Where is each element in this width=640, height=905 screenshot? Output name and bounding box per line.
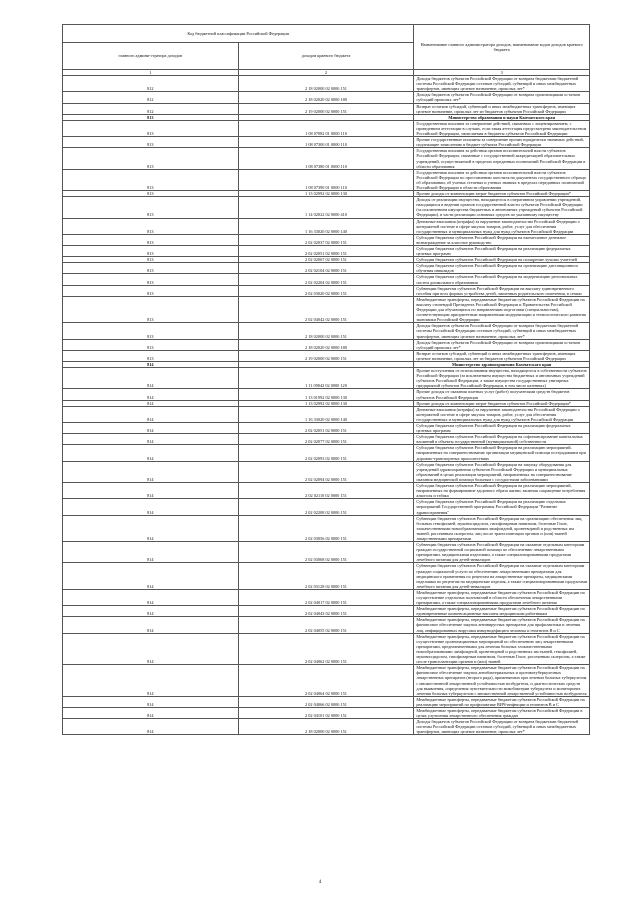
admin-code-cell: 814 [63, 542, 239, 563]
description-cell: Доходы бюджетов субъектов Российской Федерации от возврата бюджетами бюджетной системы Российской Федерации остатков субсидий, субвенций и иных межбюджетных трансфертов, имеющих целевое назначение, прошлых лет* [414, 323, 590, 339]
revenue-code-cell: 2 02 02094 02 0000 151 [238, 461, 414, 482]
admin-code-cell: 813 [63, 263, 239, 274]
description-cell: Министерство здравоохранения Камчатского края [414, 361, 590, 367]
column-number-3: 3 [414, 70, 590, 76]
admin-code-cell: 813 [63, 339, 239, 350]
description-cell: Прочие доходы от компенсации затрат бюджетов субъектов Российской Федерации* [414, 191, 590, 197]
revenue-code-cell: 1 14 02022 02 0000 410 [238, 197, 414, 218]
revenue-code-cell: 2 02 02110 02 0000 151 [238, 483, 414, 499]
table-row [63, 323, 590, 339]
table-row [63, 606, 590, 617]
budget-classification-table [62, 24, 590, 735]
table-row [63, 665, 590, 697]
revenue-code-cell: 2 02 04101 02 0000 151 [238, 707, 414, 718]
table-row [63, 542, 590, 563]
table-row [63, 633, 590, 665]
table-row [63, 719, 590, 735]
admin-code-cell: 814 [63, 606, 239, 617]
table-row [63, 368, 590, 389]
admin-code-cell: 814 [63, 633, 239, 665]
admin-code-cell: 813 [63, 148, 239, 169]
admin-code-cell: 813 [63, 191, 239, 197]
table-row [63, 350, 590, 361]
description-cell: Межбюджетные трансферты, передаваемые бюджетам субъектов Российской Федерации в целях улучшения лекарственного обеспечения граждан [414, 707, 590, 718]
table-row [63, 137, 590, 148]
admin-code-cell: 813 [63, 296, 239, 322]
description-cell: Возврат остатков субсидий, субвенций и иных межбюджетных трансфертов, имеющих целевое назначение, прошлых лет из бюджетов субъектов Российской Федерации [414, 350, 590, 361]
description-cell: Межбюджетные трансферты, передаваемые бюджетам субъектов Российской Федерации на осуществление отдельных полномочий в области обеспечения лекарственными препаратами, а также специализированными продуктами лечебного питания [414, 589, 590, 605]
revenue-code-cell: 2 02 04017 02 0000 151 [238, 589, 414, 605]
admin-code-cell: 814 [63, 499, 239, 515]
page-number: 4 [318, 880, 322, 885]
admin-code-cell: 814 [63, 423, 239, 434]
admin-code-cell: 814 [63, 461, 239, 482]
admin-code-cell: 813 [63, 169, 239, 190]
revenue-code-cell: 2 02 04055 02 0000 151 [238, 617, 414, 633]
revenue-code-cell: 1 08 07300 01 0000 110 [238, 137, 414, 148]
admin-code-cell: 814 [63, 406, 239, 422]
description-cell: Субсидии бюджетам субъектов Российской Федерации на поощрение лучших учителей [414, 257, 590, 263]
description-cell: Межбюджетные трансферты, передаваемые бюджетам субъектов Российской Федерации на единовременные компенсационные выплаты медицинским работникам [414, 606, 590, 617]
table-row [63, 483, 590, 499]
revenue-code-cell: 1 08 07380 01 0000 110 [238, 148, 414, 169]
table-row [63, 515, 590, 541]
header-admin-code: главного админи-стратора доходов [63, 43, 239, 70]
admin-code-cell: 813 [63, 257, 239, 263]
revenue-code-cell: 2 18 02020 02 0000 180 [238, 339, 414, 350]
table-row [63, 246, 590, 257]
description-cell: Государственная пошлина за действия органов исполнительной власти субъектов Российской Федерации по проставлению апостиля на документах государственного образца об образовании, об ученых степенях и ученых званиях в пределах переданных полномочий Российской Федерации в области образования [414, 169, 590, 190]
table-row [63, 617, 590, 633]
table-row [63, 461, 590, 482]
admin-code-cell: 813 [63, 218, 239, 234]
revenue-code-cell: 2 02 02067 02 0000 151 [238, 257, 414, 263]
description-cell: Прочие поступления от использования имущества, находящегося в собственности субъектов Российской Федерации (за исключением имущества бюджетных и автономных учреждений субъектов Российской Федерации, а также имущества государственных унитарных предприятий субъектов Российской Федерации, в том числе казенных) [414, 368, 590, 389]
admin-code-cell: 814 [63, 665, 239, 697]
revenue-code-cell: 1 08 07390 01 0000 110 [238, 169, 414, 190]
description-cell: Прочие государственные пошлины за совершение прочих юридически значимых действий, подлежащие зачислению в бюджет субъекта Российской Федерации [414, 137, 590, 148]
description-cell: Субсидии бюджетам субъектов Российской Федерации на ежемесячное денежное вознаграждение за классное руководство [414, 234, 590, 245]
column-number-2: 2 [238, 70, 414, 76]
admin-code-cell: 814 [63, 617, 239, 633]
revenue-code-cell: 2 02 02104 02 0000 151 [238, 263, 414, 274]
description-cell: Субсидии бюджетам субъектов Российской Федерации на софинансирование капитальных вложений в объекты государственной (муниципальной) собственности [414, 434, 590, 445]
description-cell: Субвенции бюджетам субъектов Российской Федерации на выплату единовременного пособия при всех формах устройства детей, лишенных родительского попечения, в семью [414, 285, 590, 296]
description-cell: Субвенции бюджетам субъектов Российской Федерации на организацию обеспечения лиц, больных гемофилией, муковисцидозом, гипофизарным нанизмом, болезнью Гоше, злокачественными новообразованиями лимфоидной, кроветворной и родственных им тканей, рассеянным склерозом, лиц после трансплантации органов и (или) тканей лекарственными препаратами [414, 515, 590, 541]
description-cell: Межбюджетные трансферты, передаваемые бюджетам субъектов Российской Федерации на осуществление организационных мероприятий по обеспечению лиц лекарственными препаратами, предназначенными для лечения больных злокачественными новообразованиями лимфоидной, кроветворной и родственных им тканей, гемофилией, муковисцидозом, гипофизарным нанизмом, болезнью Гоше, рассеянным склерозом, а также после трансплантации органов и (или) тканей [414, 633, 590, 665]
table-row [63, 92, 590, 103]
table-row [63, 389, 590, 400]
table-row [63, 696, 590, 707]
description-cell: Доходы бюджетов субъектов Российской Федерации от возврата организациями остатков субсидий прошлых лет* [414, 339, 590, 350]
revenue-code-cell: 1 13 01992 02 0000 130 [238, 389, 414, 400]
revenue-code-cell: 2 18 02000 02 0000 151 [238, 323, 414, 339]
admin-code-cell: 813 [63, 137, 239, 148]
revenue-code-cell: 2 18 02020 02 0000 180 [238, 92, 414, 103]
admin-code-cell: 814 [63, 445, 239, 461]
admin-code-cell: 813 [63, 114, 239, 120]
table-row [63, 589, 590, 605]
description-cell: Субсидии бюджетам субъектов Российской Федерации на реализацию федеральных целевых программ [414, 423, 590, 434]
table-row [63, 103, 590, 114]
description-cell: Межбюджетные трансферты, передаваемые бюджетам субъектов Российской Федерации на выплату стипендий Президента Российской Федерации и Правительства Российской Федерации для обучающихся по направлениям подготовки (специальностям), соответствующим приоритетным направлениям модернизации и технологического развития экономики Российской Федерации [414, 296, 590, 322]
description-cell: Субсидии бюджетам субъектов Российской Федерации на организацию дистанционного обучения инвалидов [414, 263, 590, 274]
revenue-code-cell: 2 02 04042 02 0000 151 [238, 296, 414, 322]
description-cell: Доходы бюджетов субъектов Российской Федерации от возврата бюджетами бюджетной системы Российской Федерации остатков субсидий, субвенций и иных межбюджетных трансфертов, имеющих целевое назначение, прошлых лет* [414, 719, 590, 735]
admin-code-cell: 813 [63, 246, 239, 257]
table-body [63, 76, 590, 735]
admin-code-cell: 814 [63, 589, 239, 605]
admin-code-cell: 813 [63, 274, 239, 285]
description-cell: Субсидии бюджетам субъектов Российской Федерации на реализацию мероприятий, направленных на формирование здорового образа жизни, включая сокращение потребления алкоголя и табака [414, 483, 590, 499]
description-cell: Возврат остатков субсидий, субвенций и иных межбюджетных трансфертов, имеющих целевое назначение, прошлых лет из бюджетов субъектов Российской Федерации [414, 103, 590, 114]
description-cell: Субвенции бюджетам субъектов Российской Федерации на оказание отдельным категориям граждан социальной услуги по обеспечению лекарственными препаратами для медицинского применения по рецептам на лекарственные препараты, медицинскими изделиями по рецептам на медицинские изделия, а также специализированными продуктами лечебного питания для детей-инвалидов [414, 563, 590, 589]
revenue-code-cell: 2 19 02000 02 0000 151 [238, 103, 414, 114]
admin-code-cell: 813 [63, 120, 239, 136]
revenue-code-cell: 2 02 02208 02 0000 151 [238, 499, 414, 515]
description-cell: Доходы от реализации имущества, находящегося в оперативном управлении учреждений, находящихся в ведении органов государственной власти субъектов Российской Федерации (за исключением имущества бюджетных и автономных учреждений субъектов Российской Федерации), в части реализации основных средств по указанному имуществу [414, 197, 590, 218]
table-row [63, 406, 590, 422]
revenue-code-cell: 2 02 02093 02 0000 151 [238, 445, 414, 461]
budget-code-table-page [62, 24, 590, 735]
revenue-code-cell: 2 02 03056 02 0000 151 [238, 515, 414, 541]
description-cell: Межбюджетные трансферты, передаваемые бюджетам субъектов Российской Федерации на финансовое обеспечение закупок антивирусных препаратов для профилактики и лечения лиц, инфицированных вирусами иммунодефицита человека и гепатитов B и C [414, 617, 590, 633]
revenue-code-cell: 1 13 02992 02 0000 130 [238, 191, 414, 197]
description-cell: Субсидии бюджетам субъектов Российской Федерации на модернизацию региональных систем дошкольного образования [414, 274, 590, 285]
column-number-1: 1 [63, 70, 239, 76]
admin-code-cell: 812 [63, 92, 239, 103]
table-row [63, 285, 590, 296]
table-row [63, 434, 590, 445]
revenue-code-cell: 1 13 02992 02 0000 130 [238, 400, 414, 406]
header-name-column: Наименование главного администратора доходов, наименование кодов доходов краевого бюджета [414, 25, 590, 70]
revenue-code-cell: 2 02 02204 02 0000 151 [238, 274, 414, 285]
revenue-code-cell: 2 02 04062 02 0000 151 [238, 633, 414, 665]
table-row [63, 445, 590, 461]
description-cell: Денежные взыскания (штрафы) за нарушение законодательства Российской Федерации о контрактной системе в сфере закупок товаров, работ, услуг для обеспечения государственных и муниципальных нужд для нужд субъектов Российской Федерации [414, 406, 590, 422]
description-cell: Межбюджетные трансферты, передаваемые бюджетам субъектов Российской Федерации на финансовое обеспечение закупок антибактериальных и противотуберкулезных лекарственных препаратов (второго ряда), применяемых при лечении больных туберкулезом с множественной лекарственной устойчивостью возбудителя, и диагностических средств для выявления, определения чувствительности микобактерии туберкулеза и мониторинга лечения больных туберкулезом с множественной лекарственной устойчивостью возбудителя [414, 665, 590, 697]
table-row [63, 563, 590, 589]
table-row [63, 263, 590, 274]
admin-code-cell: 814 [63, 368, 239, 389]
revenue-code-cell: 2 02 04064 02 0000 151 [238, 665, 414, 697]
admin-code-cell: 814 [63, 707, 239, 718]
admin-code-cell: 814 [63, 389, 239, 400]
admin-code-cell: 813 [63, 234, 239, 245]
description-cell: Субсидии бюджетам субъектов Российской Федерации на реализацию мероприятий, направленных на совершенствование организации медицинской помощи пострадавшим при дорожно-транспортных происшествиях [414, 445, 590, 461]
table-row [63, 76, 590, 92]
table-row [63, 234, 590, 245]
admin-code-cell: 814 [63, 361, 239, 367]
admin-code-cell: 814 [63, 563, 239, 589]
revenue-code-cell: 2 02 02051 02 0000 151 [238, 423, 414, 434]
description-cell: Субсидии бюджетам субъектов Российской Федерации на реализацию отдельных мероприятий Государственной программы Российской Федерации "Развитие здравоохранения" [414, 499, 590, 515]
revenue-code-cell: 2 02 02051 02 0000 151 [238, 246, 414, 257]
table-row [63, 707, 590, 718]
admin-code-cell: 814 [63, 483, 239, 499]
admin-code-cell: 814 [63, 696, 239, 707]
description-cell: Государственная пошлина за совершение действий, связанных с лицензированием, с проведением аттестации в случаях, если такая аттестация предусмотрена законодательством Российской Федерации, зачисляемая в бюджеты субъектов Российской Федерации [414, 120, 590, 136]
revenue-code-cell: 2 02 04066 02 0000 151 [238, 696, 414, 707]
description-cell: Денежные взыскания (штрафы) за нарушение законодательства Российской Федерации о контрактной системе в сфере закупок товаров, работ, услуг для обеспечения государственных и муниципальных нужд для нужд субъектов Российской Федерации [414, 218, 590, 234]
header-revenue-code: доходов краевого бюджета [238, 43, 414, 70]
description-cell: Субсидии бюджетам субъектов Российской Федерации на закупку оборудования для учреждений здравоохранения субъектов Российской Федерации и муниципальных образований в целях реализации мероприятий, направленных на совершенствование оказания медицинской помощи больным с сосудистыми заболеваниями [414, 461, 590, 482]
table-row [63, 218, 590, 234]
table-row [63, 169, 590, 190]
revenue-code-cell: 2 19 02000 02 0000 151 [238, 350, 414, 361]
revenue-code-cell: 1 16 33020 02 0000 140 [238, 406, 414, 422]
admin-code-cell: 813 [63, 350, 239, 361]
description-cell: Субсидии бюджетам субъектов Российской Федерации на реализацию федеральных целевых программ [414, 246, 590, 257]
description-cell: Доходы бюджетов субъектов Российской Федерации от возврата бюджетами бюджетной системы Российской Федерации остатков субсидий, субвенций и иных межбюджетных трансфертов, имеющих целевое назначение, прошлых лет* [414, 76, 590, 92]
admin-code-cell: 814 [63, 719, 239, 735]
revenue-code-cell: 1 08 07082 01 0000 110 [238, 120, 414, 136]
table-row [63, 339, 590, 350]
table-row [63, 499, 590, 515]
admin-code-cell: 814 [63, 434, 239, 445]
revenue-code-cell: 1 11 09042 02 0000 120 [238, 368, 414, 389]
revenue-code-cell: 2 18 02000 02 0000 151 [238, 719, 414, 735]
table-row [63, 296, 590, 322]
revenue-code-cell: 2 02 03128 02 0000 151 [238, 563, 414, 589]
description-cell: Государственная пошлина за действия органов исполнительной власти субъектов Российской Федерации, связанные с государственной аккредитацией образовательных учреждений, осуществляемой в пределах переданных полномочий Российской Федерации в области образования [414, 148, 590, 169]
admin-code-cell: 814 [63, 515, 239, 541]
admin-code-cell: 812 [63, 103, 239, 114]
header-group-budget-classification: Код бюджетной классификации Российской Федерации [63, 25, 414, 43]
description-cell: Прочие доходы от компенсации затрат бюджетов субъектов Российской Федерации* [414, 400, 590, 406]
admin-code-cell: 813 [63, 323, 239, 339]
admin-code-cell: 812 [63, 76, 239, 92]
revenue-code-cell: 1 16 33020 02 0000 140 [238, 218, 414, 234]
admin-code-cell: 813 [63, 285, 239, 296]
admin-code-cell: 813 [63, 197, 239, 218]
description-cell: Межбюджетные трансферты, передаваемые бюджетам субъектов Российской Федерации на реализацию мероприятий по профилактике ВИЧ-инфекции и гепатитов B и C [414, 696, 590, 707]
description-cell: Субвенции бюджетам субъектов Российской Федерации на оказание отдельным категориям граждан государственной социальной помощи по обеспечению лекарственными препаратами, медицинскими изделиями, а также специализированными продуктами лечебного питания для детей-инвалидов [414, 542, 590, 563]
admin-code-cell: 814 [63, 400, 239, 406]
description-cell: Доходы бюджетов субъектов Российской Федерации от возврата организациями остатков субсидий прошлых лет* [414, 92, 590, 103]
table-row [63, 197, 590, 218]
table-row [63, 423, 590, 434]
revenue-code-cell: 2 18 02000 02 0000 151 [238, 76, 414, 92]
description-cell: Министерство образования и науки Камчатского края [414, 114, 590, 120]
revenue-code-cell: 2 02 02077 02 0000 151 [238, 434, 414, 445]
table-row [63, 120, 590, 136]
revenue-code-cell: 2 02 02037 02 0000 151 [238, 234, 414, 245]
description-cell: Прочие доходы от оказания платных услуг (работ) получателями средств бюджетов субъектов Российской Федерации [414, 389, 590, 400]
table-row [63, 148, 590, 169]
revenue-code-cell: 2 02 03020 02 0000 151 [238, 285, 414, 296]
revenue-code-cell: 2 02 04043 02 0000 151 [238, 606, 414, 617]
table-row [63, 274, 590, 285]
revenue-code-cell: 2 02 03068 02 0000 151 [238, 542, 414, 563]
